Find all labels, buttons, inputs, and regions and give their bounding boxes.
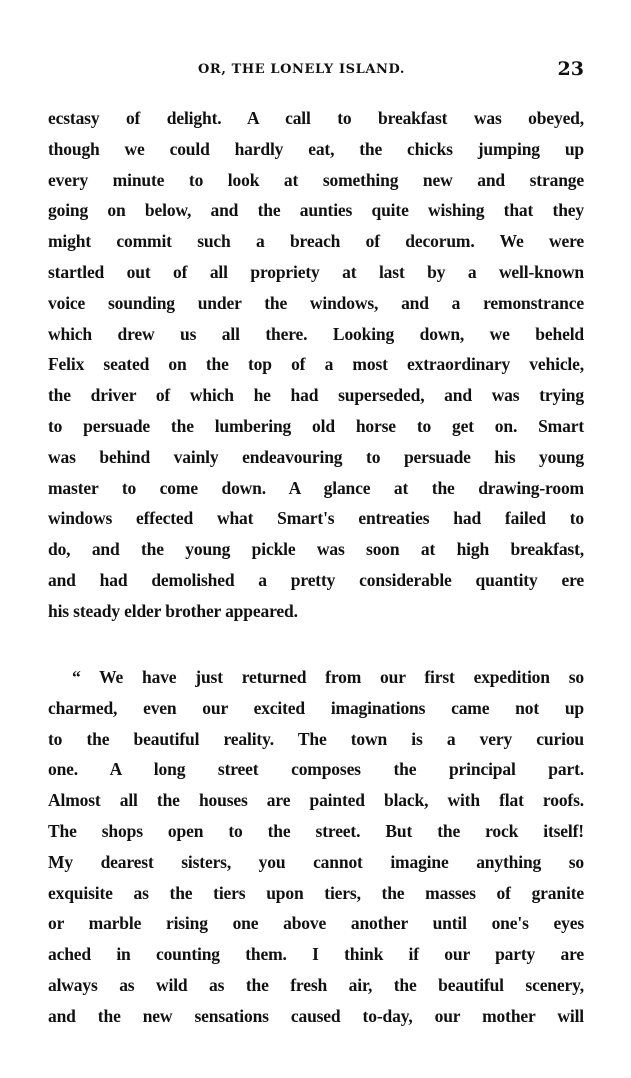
text-line: do, and the young pickle was soon at high breakfast,: [48, 539, 584, 560]
text-line: to persuade the lumbering old horse to get on. Smart: [48, 415, 584, 436]
text-line: was behind vainly endeavouring to persuade his young: [48, 446, 584, 467]
text-line: the driver of which he had superseded, and was trying: [48, 385, 584, 406]
text-line: and had demolished a pretty considerable quantity ere: [48, 569, 584, 590]
text-line: voice sounding under the windows, and a remonstrance: [48, 292, 584, 313]
text-line: every minute to look at something new and strange: [48, 169, 584, 190]
paragraph-2: [48, 662, 584, 1032]
text-line: startled out of all propriety at last by a well-known: [48, 261, 584, 282]
text-line: might commit such a breach of decorum. We were: [48, 231, 584, 252]
text-line: his steady elder brother appeared.: [48, 600, 298, 621]
text-line: exquisite as the tiers upon tiers, the masses of granite: [48, 882, 584, 903]
text-line: charmed, even our excited imaginations came not up: [48, 697, 584, 718]
text-line: “ We have just returned from our first expedition so: [72, 667, 584, 687]
text-line: always as wild as the fresh air, the beautiful scenery,: [48, 974, 584, 995]
text-line: Almost all the houses are painted black, with flat roofs.: [48, 790, 584, 811]
text-line: ecstasy of delight. A call to breakfast was obeyed,: [48, 108, 584, 128]
text-line: one. A long street composes the principal part.: [48, 759, 584, 780]
page-number: 23: [557, 58, 584, 80]
running-title: OR, THE LONELY ISLAND.: [198, 62, 406, 77]
text-line: though we could hardly eat, the chicks jumping up: [48, 138, 584, 159]
text-line: or marble rising one above another until one's eyes: [48, 913, 584, 934]
text-line: The shops open to the street. But the rock itself!: [48, 820, 584, 841]
paragraph-1: [48, 103, 584, 627]
text-line: My dearest sisters, you cannot imagine anything so: [48, 851, 584, 872]
text-line: ached in counting them. I think if our party are: [48, 944, 584, 965]
text-line: and the new sensations caused to-day, our mother will: [48, 1005, 584, 1026]
text-line: which drew us all there. Looking down, we beheld: [48, 323, 584, 344]
running-head: [48, 58, 584, 84]
text-line: to the beautiful reality. The town is a very curiou: [48, 728, 584, 749]
text-line: windows effected what Smart's entreaties had failed to: [48, 508, 584, 529]
text-line: master to come down. A glance at the drawing-room: [48, 477, 584, 498]
text-line: Felix seated on the top of a most extraordinary vehicle,: [48, 354, 584, 375]
text-line: going on below, and the aunties quite wishing that they: [48, 200, 584, 221]
